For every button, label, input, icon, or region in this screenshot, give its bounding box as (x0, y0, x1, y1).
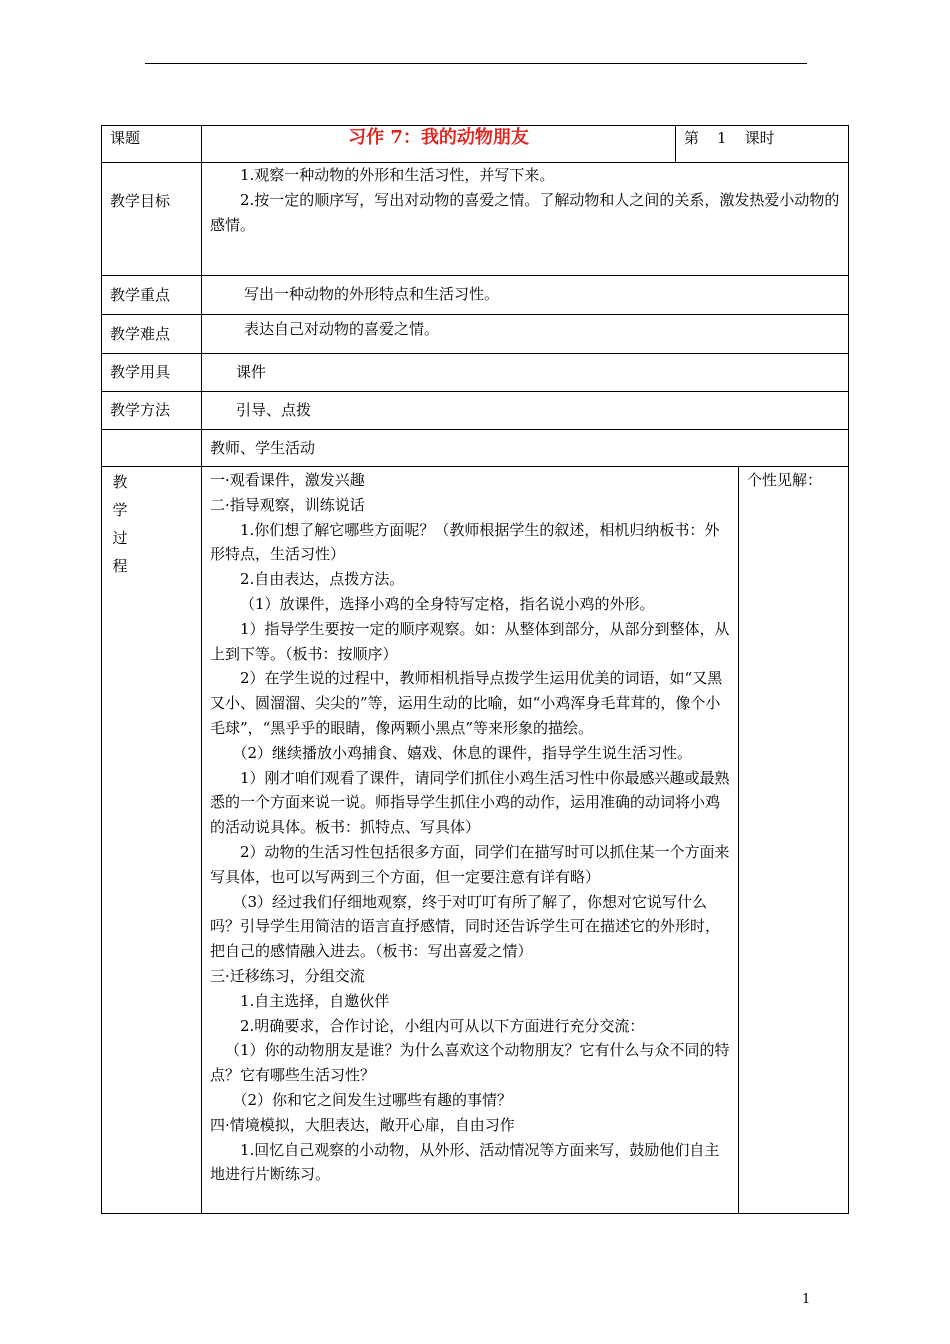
method-row (102, 392, 849, 430)
lesson-plan-table (101, 125, 849, 1214)
period-number: 1 (717, 129, 727, 147)
process-paragraph: （2）你和它之间发生过哪些有趣的事情？ (232, 1090, 513, 1109)
process-row (102, 467, 849, 1214)
goals-content (202, 163, 849, 276)
method-content: 引导、点拨 (202, 392, 849, 430)
process-paragraph: （1）放课件，选择小鸡的全身特写定格，指名说小鸡的外形。 (240, 594, 655, 613)
section-2-heading: 二·指导观察，训练说话 (210, 495, 365, 514)
topic-label: 课题 (102, 126, 202, 163)
difficulty-label: 教学难点 (102, 315, 202, 354)
process-paragraph: 1）刚才咱们观看了课件，请同学们抓住小鸡生活习性中你最感兴趣或最熟悉的一个方面来说一说。师指导学生抓住小鸡的动作，运用准确的动词将小鸡的活动说具体。板书：抓特点、写具体） (210, 768, 730, 837)
page-number: 1 (802, 1292, 811, 1307)
activity-header-blank (102, 430, 202, 467)
title-row (102, 126, 849, 163)
notes-label: 个性见解： (747, 471, 823, 489)
goals-label: 教学目标 (102, 163, 202, 276)
goal-1: 1.观察一种动物的外形和生活习性，并写下来。 (240, 166, 555, 184)
process-paragraph: 2）动物的生活习性包括很多方面，同学们在描写时可以抓住某一个方面来写具体，也可以写两到三个方面，但一定要注意有详有略） (210, 842, 730, 886)
focus-label: 教学重点 (102, 276, 202, 315)
goals-row (102, 163, 849, 276)
tools-row (102, 354, 849, 392)
process-label: 教 学 过 程 (102, 467, 202, 1214)
process-paragraph: 2.明确要求，合作讨论，小组内可从以下方面进行充分交流： (240, 1016, 645, 1035)
process-paragraph: （1）你的动物朋友是谁？为什么喜欢这个动物朋友？它有什么与众不同的特点？它有哪些生活习性？ (210, 1041, 730, 1085)
header-rule (145, 63, 807, 64)
process-paragraph: 1.你们想了解它哪些方面呢？（教师根据学生的叙述，相机归纳板书：外形特点，生活习性） (210, 520, 720, 564)
section-3-heading: 三·迁移练习，分组交流 (210, 966, 365, 985)
process-paragraph: 1）指导学生要按一定的顺序观察。如：从整体到部分，从部分到整体，从上到下等。（板书：按顺序） (210, 619, 730, 663)
process-paragraph: 2.自由表达，点拨方法。 (240, 570, 405, 589)
section-4-heading: 四·情境模拟，大胆表达，敞开心扉，自由习作 (210, 1115, 515, 1134)
lesson-title-cell (202, 126, 676, 163)
activity-header: 教师、学生活动 (202, 430, 849, 467)
focus-row (102, 276, 849, 315)
lesson-title: 习作 7：我的动物朋友 (348, 127, 529, 148)
process-paragraph: 2）在学生说的过程中，教师相机指导点拨学生运用优美的词语，如“又黑又小、圆溜溜、尖尖的”等，运用生动的比喻，如“小鸡浑身毛茸茸的，像个小毛球”，“黑乎乎的眼睛，像两颗小黑点”等来形象的描绘。 (210, 669, 723, 737)
tools-label: 教学用具 (102, 354, 202, 392)
notes-column (739, 467, 849, 1214)
process-paragraph: 1.自主选择，自邀伙伴 (240, 991, 390, 1010)
focus-content: 写出一种动物的外形特点和生活习性。 (202, 276, 849, 315)
difficulty-content: 表达自己对动物的喜爱之情。 (202, 315, 849, 354)
section-1-heading: 一·观看课件，激发兴趣 (210, 471, 365, 489)
tools-content: 课件 (202, 354, 849, 392)
activity-header-row (102, 430, 849, 467)
process-content (202, 467, 739, 1214)
difficulty-row (102, 315, 849, 354)
process-paragraph: （3）经过我们仔细地观察，终于对叮叮有所了解了，你想对它说写什么吗？引导学生用简洁的语言直抒感情，同时还告诉学生可在描述它的外形时，把自己的感情融入进去。（板书：写出喜爱之情） (210, 892, 721, 961)
method-label: 教学方法 (102, 392, 202, 430)
process-paragraph: （2）继续播放小鸡捕食、嬉戏、休息的课件，指导学生说生活习性。 (232, 743, 693, 762)
goal-2: 2.按一定的顺序写，写出对动物的喜爱之情。了解动物和人之间的关系，激发热爱小动物的感情。 (210, 190, 840, 234)
lesson-period: 第 1 课时 (676, 126, 849, 163)
process-paragraph: 1.回忆自己观察的小动物，从外形、活动情况等方面来写，鼓励他们自主地进行片断练习。 (210, 1140, 720, 1184)
